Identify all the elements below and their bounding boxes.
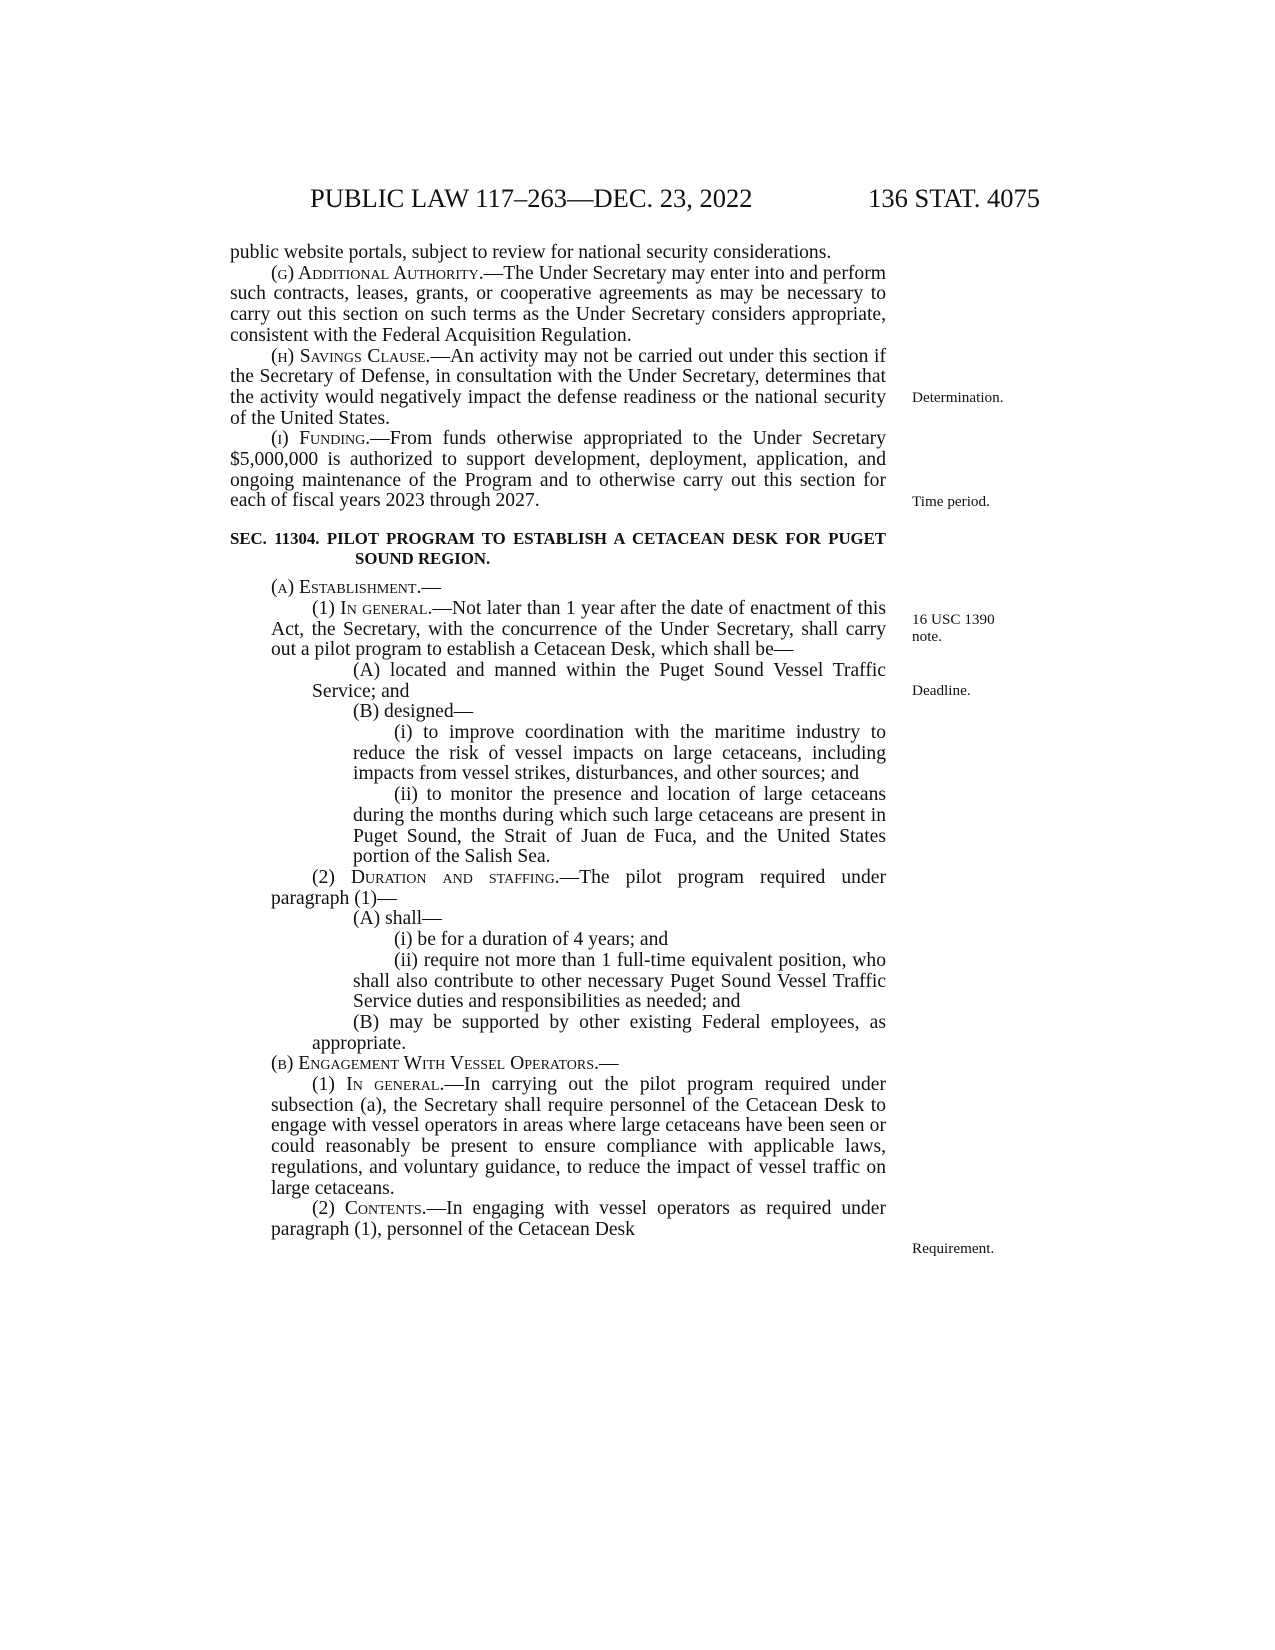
subsection-a-heading: (a) Establishment. <box>271 577 422 599</box>
clause-a2Ai: (i) be for a duration of 4 years; and <box>394 929 669 951</box>
clause-a1A: (A) located and manned within the Puget Sound Vessel Traffic Service; and <box>312 659 886 702</box>
margin-note-usc: 16 USC 1390 note. <box>912 611 995 645</box>
subsection-b <box>230 1054 886 1075</box>
subsection-b-text: — <box>598 1053 619 1075</box>
subsection-b-heading: (b) Engagement With Vessel Operators. <box>271 1053 599 1075</box>
paragraph-b1 <box>230 1075 886 1199</box>
subsection-i <box>230 429 886 512</box>
paragraph-b2-heading: (2) Contents. <box>312 1198 427 1220</box>
paragraph-a2 <box>230 868 886 909</box>
subsection-g-heading: (g) Additional Authority. <box>271 262 484 284</box>
header-public-law: PUBLIC LAW 117–263—DEC. 23, 2022 <box>310 183 753 213</box>
paragraph-a2-heading: (2) Duration and staffing. <box>312 866 560 888</box>
subsection-i-heading: (i) Funding. <box>271 428 371 450</box>
subsection-g-text: —The Under Secretary may enter into and perform such contracts, leases, grants, or cooperative agreements as may be necessary to carry out this section on such terms as the Under Secretary considers appropriate, consistent with the Federal Acquisition Regulation. <box>230 262 886 346</box>
paragraph-b2-text: —In engaging with vessel operators as required under paragraph (1), personnel of the Cetacean Desk <box>271 1198 886 1240</box>
margin-note-requirement: Requirement. <box>912 1240 995 1257</box>
header-stat-page: 136 STAT. 4075 <box>868 183 1040 213</box>
subsection-i-text: —From funds otherwise appropriated to the Under Secretary $5,000,000 is authorized to support development, deployment, application, and ongoing maintenance of the Program and to otherwise carry out this section for each of fiscal years 2023 through 2027. <box>230 428 887 512</box>
paragraph-a2-text: —The pilot program required under paragraph (1)— <box>271 866 886 909</box>
clause-a2Aii: (ii) require not more than 1 full-time equivalent position, who shall also contribute to other necessary Puget Sound Vessel Traffic Service duties and responsibilities as needed; and <box>353 949 886 1013</box>
subsection-a-text: — <box>421 577 441 599</box>
subsection-h-text: —An activity may not be carried out under this section if the Secretary of Defense, in consultation with the Under Secretary, determines that the activity would negatively impact the defense readiness or the national security of the United States. <box>230 345 886 429</box>
document-body <box>230 243 886 1241</box>
section-heading: SEC. 11304. PILOT PROGRAM TO ESTABLISH A CETACEAN DESK FOR PUGET SOUND REGION. <box>230 529 886 568</box>
subsection-g <box>230 264 886 347</box>
margin-note-time-period: Time period. <box>912 493 990 510</box>
subsection-h-heading: (h) Savings Clause. <box>271 345 431 367</box>
margin-note-deadline: Deadline. <box>912 682 971 699</box>
margin-note-determination: Determination. <box>912 389 1004 406</box>
page-header <box>230 183 1040 223</box>
paragraph-a1-text: —Not later than 1 year after the date of enactment of this Act, the Secretary, with the concurrence of the Under Secretary, shall carry out a pilot program to establish a Cetacean Desk, which shall be— <box>271 597 886 661</box>
paragraph-b1-heading: (1) In general. <box>312 1074 445 1096</box>
clause-a1Bi: (i) to improve coordination with the maritime industry to reduce the risk of vessel impacts on large cetaceans, including impacts from vessel strikes, disturbances, and other sources; and <box>353 722 886 785</box>
paragraph-continuation: public website portals, subject to review for national security considerations. <box>230 242 832 263</box>
clause-a2A: (A) shall— <box>353 908 442 930</box>
subsection-a <box>230 578 886 599</box>
clause-a1Bii: (ii) to monitor the presence and location of large cetaceans during the months during which such large cetaceans are present in Puget Sound, the Strait of Juan de Fuca, and the United States portion of the Salish Sea. <box>353 784 886 868</box>
paragraph-b1-text: —In carrying out the pilot program required under subsection (a), the Secretary shall require personnel of the Cetacean Desk to engage with vessel operators in areas where large cetaceans have been seen or could reasonably be present to ensure compliance with applicable laws, regulations, and voluntary guidance, to reduce the impact of vessel traffic on large cetaceans. <box>271 1074 886 1199</box>
paragraph-a1-heading: (1) In general. <box>312 597 433 619</box>
paragraph-a1 <box>230 599 886 661</box>
clause-a2B: (B) may be supported by other existing Federal employees, as appropriate. <box>312 1011 886 1054</box>
clause-a1B: (B) designed— <box>353 701 474 723</box>
subsection-h <box>230 347 886 430</box>
paragraph-b2 <box>230 1199 886 1240</box>
